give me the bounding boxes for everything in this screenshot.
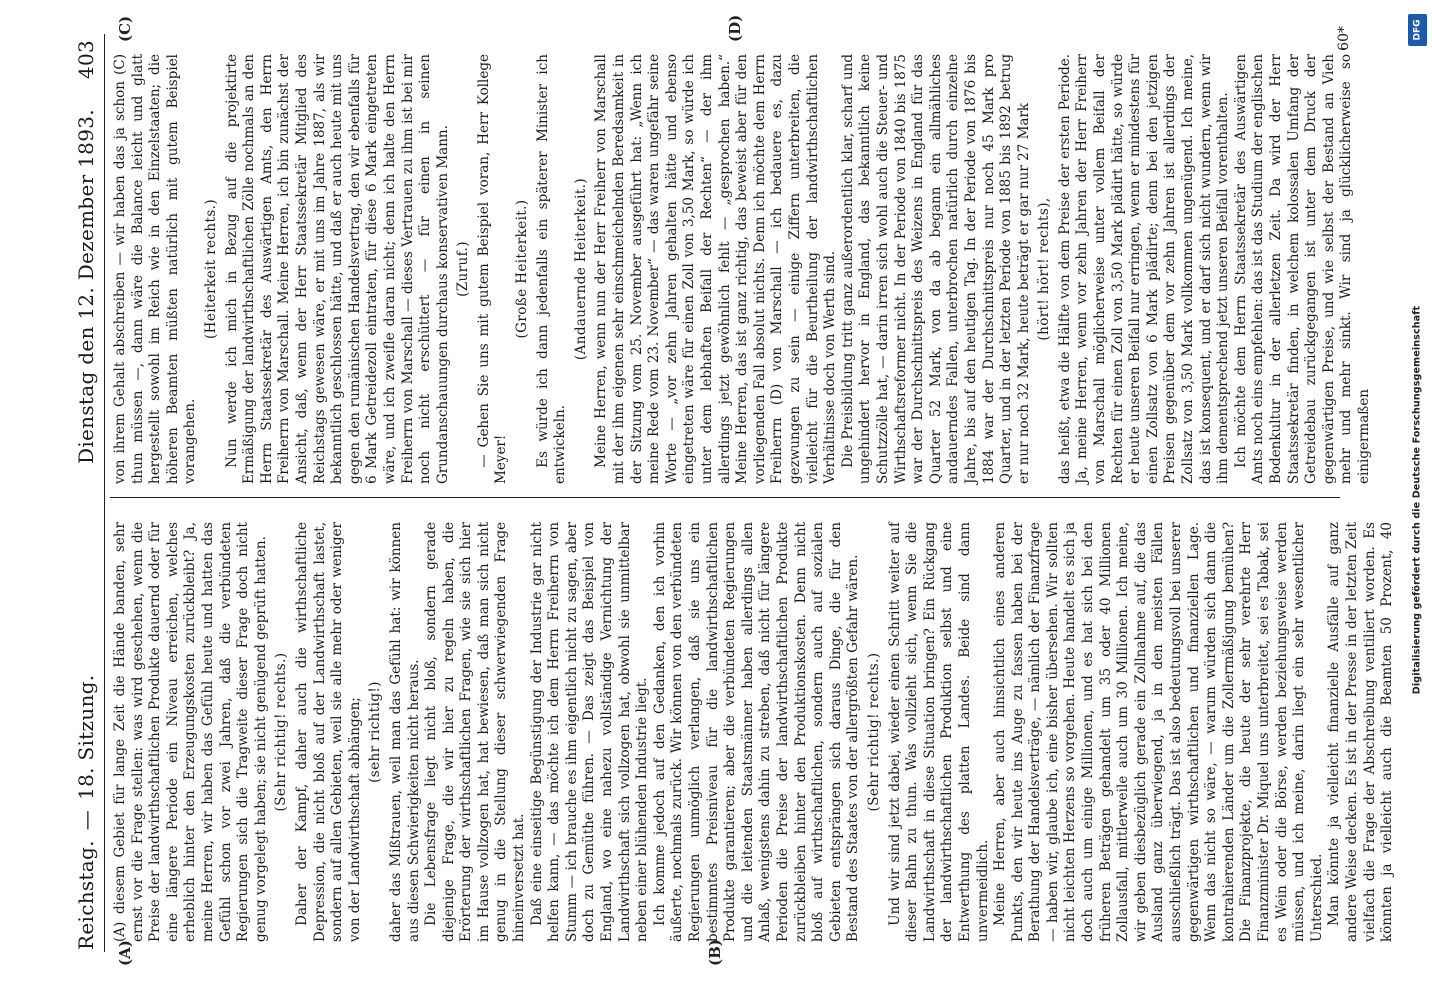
paragraph: Die Preisbildung tritt ganz außerordentlich klar, scharf und ungehindert hervor in England, das bekanntlich keine Schutzzölle hat, — darin irren sich wohl auch die Steuer- und Wirthschaftsreformer nicht. In der Periode von 1840 bis 1875 war der Durchschnittspreis des Weizens in England für das Quarter 52 Mark, von da ab begann ein allmähliches andauerndes Fallen, unterbrochen natürlich durch einzelne Jahre, bis auf den heutigen Tag. In der Periode von 1876 bis 1884 war der Durchschnittspreis nur noch 45 Mark pro Quarter, und in der letzten Periode von 1885 bis 1892 betrug er nur noch 32 Mark, heute beträgt er gar nur 27 Mark [839, 54, 1032, 484]
paragraph: Die Lebensfrage liegt nicht bloß, sondern gerade diejenige Frage, die wir hier zu regeln haben, die Erörterung der wirthschaftlichen Fragen, wie sie sich hier im Hause vollzogen hat, hat bewiesen, daß man sich nicht genug in die Stellung dieser schwerwiegenden Frage hineinversetzt hat. [423, 522, 528, 942]
paragraph: daher das Mißtrauen, weil man das Gefühl hat: wir können aus diesen Schwierigkeiten nicht heraus. [387, 522, 422, 942]
column-divider [110, 497, 1340, 498]
header-left [74, 675, 98, 950]
paragraph: Ich komme jedoch auf den Gedanken, den ich vorhin äußerte, nochmals zurück. Wir können von den verbündeten Regierungen unmöglich verlangen, daß sie uns ein bestimmtes Preisniveau für die landwirthschaftlichen Produkte garantieren; aber die verbündeten Regierungen und die leitenden Staatsmänner haben allerdings allen Anlaß, wenigstens dahin zu streben, daß nicht für längere Perioden die Preise der landwirthschaftlichen Produkte zurückbleiben hinter den Produktionskosten. Denn nicht bloß auf wirthschaftlichen, sondern auch auf sozialen Gebieten entsprängen sich daraus Dinge, die für den Bestand des Staates von der allergrößten Gefahr wären. [651, 522, 862, 942]
dfg-logo-icon [1408, 14, 1427, 46]
page-number: 403 [74, 40, 98, 80]
running-header [74, 40, 104, 950]
audience-reaction: (Andauernde Heiterkeit.) [572, 177, 589, 361]
paragraph: Man könnte ja vielleicht finanzielle Ausfälle auf ganz andere Weise decken. Es ist in der Presse in der letzten Zeit vielfach die Frage der Abschreibung ventiliert worden. Es könnten ja vielleicht auch die Beamten 50 Prozent, 40 [1326, 522, 1396, 942]
paragraph: (A) diesem Gebiet für lange Zeit die Hände banden, sehr ernst vor die Frage stellen: was wird geschehen, wenn die Preise der landwirthschaftlichen Produkte dauernd oder für eine längere Periode ein Niveau erreichen, welches erheblich hinter den Erzeugungskosten zurückbleibt? Ja, meine Herren, wir haben das Gefühl heute und hatten das Gefühl schon vor zwei Jahren, daß die verbündeten Regierungen sich die Tragweite dieser Frage doch nicht genug vorgelegt haben; sie nicht genügend geprüft hatten. [112, 522, 269, 942]
paragraph: — Gehen Sie uns mit gutem Beispiel voran, Herr Kollege Meyer! [475, 54, 510, 484]
paragraph: Ich möchte dem Herrn Staatssekretär des Auswärtigen Amts noch eins empfehlen: das ist das Studium der englischen Bodenkultur in der allerletzen Zeit. Da wird der Herr Staatssekretär finden, in welchem kolossalen Umfang der Getreidebau zurückgegangen ist unter dem Druck der gegenwärtigen Preise, und wie selbst der Bestand an Vieh mehr und mehr sinkt. Wir sind ja glücklicherweise so einigermaßen [1232, 54, 1372, 484]
header-date: Dienstag den 12. Dezember 1893. [74, 109, 98, 464]
audience-reaction: (hört! hört! rechts), [1036, 197, 1053, 341]
paragraph: Meine Herren, wenn nun der Herr Freiherr von Marschall mit der ihm eigenen sehr einschmeichelnden Beredsamkeit in der Sitzung vom 25. November ausgeführt hat: „Wenn ich meine Rede vom 23. November“ — das waren ungefähr seine Worte — „vor zehn Jahren gehalten hätte und ebenso eingetreten wäre für einen Zoll von 3,50 Mark, so würde ich unter dem lebhaften Beifall der Rechten“ — der ihm allerdings jetzt gewöhnlich fehlt — „gesprochen haben.“ Meine Herren, das ist ganz richtig, das beweist aber für den vorliegenden Fall absolut nichts. Denn ich möchte dem Herrn Freiherrn (D) von Marschall — ich bedauere es, dazu gezwungen zu sein — einige Ziffern unterbreiten, die vielleicht für die Beurtheilung der landwirthschaftlichen Verhältnisse doch von Werth sind. [593, 54, 839, 484]
header-separator: — [74, 809, 98, 831]
paragraph: Meine Herren, aber auch hinsichtlich eines anderen Punkts, den wir heute ins Auge zu fassen haben bei der Berathung der Handelsverträge, — nämlich der Finanzfrage — haben wir, glaube ich, eine bisher übersehen. Wir sollten nicht leichten Herzens so vorgehen. Heute handelt es sich ja doch auch um einige Millionen, und es hat sich bei den früheren Beträgen gehandelt um 35 oder 40 Millionen Zollausfall, mittlerweile auch um 30 Millionen. Ich meine, wir geben diesbezüglich gerade ein Zollnahme auf, die das Ausland ganz überwiegend, ja in den meisten Fällen ausschließlich trägt. Das ist also bedeutungsvoll bei unserer gegenwärtigen wirthschaftlichen und finanziellen Lage. Wenn das nicht so wäre, — warum würden sich dann die kontrahierenden Länder um die Zollermäßigung bemühen? Die Finanzprojekte, die heute der sehr verehrte Herr Finanzminister Dr. Miquel uns unterbreitet, sei es Tabak, sei es Wein oder die Börse, werden beziehungsweise werden müssen, und ich meine, darin liegt ein sehr wesentlicher Unterschied. [992, 522, 1325, 942]
digitization-credit: Digitalisierung gefördert durch die Deutsche Forschungsgemeinschaft [1411, 305, 1423, 695]
audience-reaction: (Sehr richtig! rechts.) [865, 652, 882, 812]
paragraph: Daß eine einseitige Begünstigung der Industrie gar nicht helfen kann, — das möchte ich dem Herrn Freiherrn von Stumm — ich brauche es ihm eigentlich nicht zu sagen, aber doch zu Gemüthe führen. — Das zeigt das Beispiel von England, wo eine nahezu vollständige Vernichtung der Landwirthschaft sich vollzogen hat, obwohl sie unmittelbar neben einer blühenden Industrie liegt. [528, 522, 651, 942]
paragraph: Nun werde ich mich in Bezug auf die projektirte Ermäßigung der landwirthschaftlichen Zölle nochmals an den Herrn Staatssekretär des Auswärtigen Amts, den Herrn Freiherrn von Marschall. Meine Herren, ich bin zunächst der Ansicht, daß, wenn der Herr Staatssekretär Mitglied des Reichstags gewesen wäre, er mit uns im Jahre 1887, als wir bekanntlich geschlossen hätte, und daß er auch heute mit uns gegen den rumänischen Handelsvertrag, den wir ebenfalls für 6 Mark Getreidezoll eintraten, für diese 6 Mark eingetreten wäre, und ich zweifle daran nicht; denn ich halte den Herrn Freiherrn von Marschall — dieses Vertrauen zu ihm ist bei mir noch nicht erschüttert — für einen in seinen Grundanschauungen durchaus konservativen Mann. [223, 54, 451, 484]
audience-reaction: (Zuruf.) [455, 241, 472, 297]
dfg-logo-text: DFG [1412, 19, 1423, 41]
audience-reaction: (Sehr richtig! rechts.) [273, 652, 290, 812]
audience-reaction: (sehr richtig!) [367, 681, 384, 783]
left-text-column [112, 522, 1396, 942]
paragraph: Es würde ich dann jedenfalls ein späterer Minister ich entwickeln. [534, 54, 569, 484]
margin-marker-b: (B) [706, 939, 724, 966]
margin-marker-a: (A) [116, 940, 134, 966]
paragraph: Und wir sind jetzt dabei, wieder einen Schritt weiter auf dieser Bahn zu thun. Was vollzieht sich, wenn Sie die Landwirthschaft in diese Situation bringen? Ein Rückgang der landwirthschaftlichen Produktion selbst und eine Entwerthung des platten Landes. Beide sind dann unvermeidlich. [886, 522, 991, 942]
margin-marker-c: (C) [116, 15, 134, 42]
header-session: 18. Sitzung. [74, 674, 98, 800]
audience-reaction: (Heiterkeit rechts.) [202, 198, 219, 340]
header-title: Reichstag. [74, 840, 98, 950]
signature-mark: 60* [1336, 26, 1352, 51]
paragraph: von ihrem Gehalt abschreiben — wir haben das ja schon (C) thun müssen —, dann wäre die Balance leicht und glatt hergestellt sowohl im Reich wie in den Einzelstaaten; die höheren Beamten müßten natürlich mit gutem Beispiel vorangehen. [112, 54, 199, 484]
header-right [74, 40, 98, 464]
right-text-column [112, 54, 1372, 484]
paragraph: das heißt, etwa die Hälfte von dem Preise der ersten Periode. Ja, meine Herren, wenn vor zehn Jahren der Herr Freiherr von Marschall möglicherweise unter vollem Beifall der Rechten für einen Zoll von 3,50 Mark plädirt hätte, so würde er heute unseren Beifall nur erringen, wenn er mindestens für einen Zollsatz von 6 Mark plädirte; denn bei den jetzigen Preisen gegenüber dem vor zehn Jahren ist allerdings der Zollsatz von 3,50 Mark vollkommen ungenügend. Ich meine, das ist konsequent, und er darf sich nicht wundern, wenn wir ihm dementsprechend jetzt unseren Beifall vorenthalten. [1056, 54, 1232, 484]
header-divider [104, 34, 105, 952]
margin-marker-d: (D) [726, 14, 744, 42]
audience-reaction: (Große Heiterkeit.) [514, 199, 531, 339]
document-page [66, 0, 1396, 1000]
paragraph: Daher der Kampf, daher auch die wirthschaftliche Depression, die nicht bloß auf der Landwirthschaft lastet, sondern auf allen Gebieten, weil sie alle mehr oder weniger von der Landwirthschaft abhängen; [293, 522, 363, 942]
